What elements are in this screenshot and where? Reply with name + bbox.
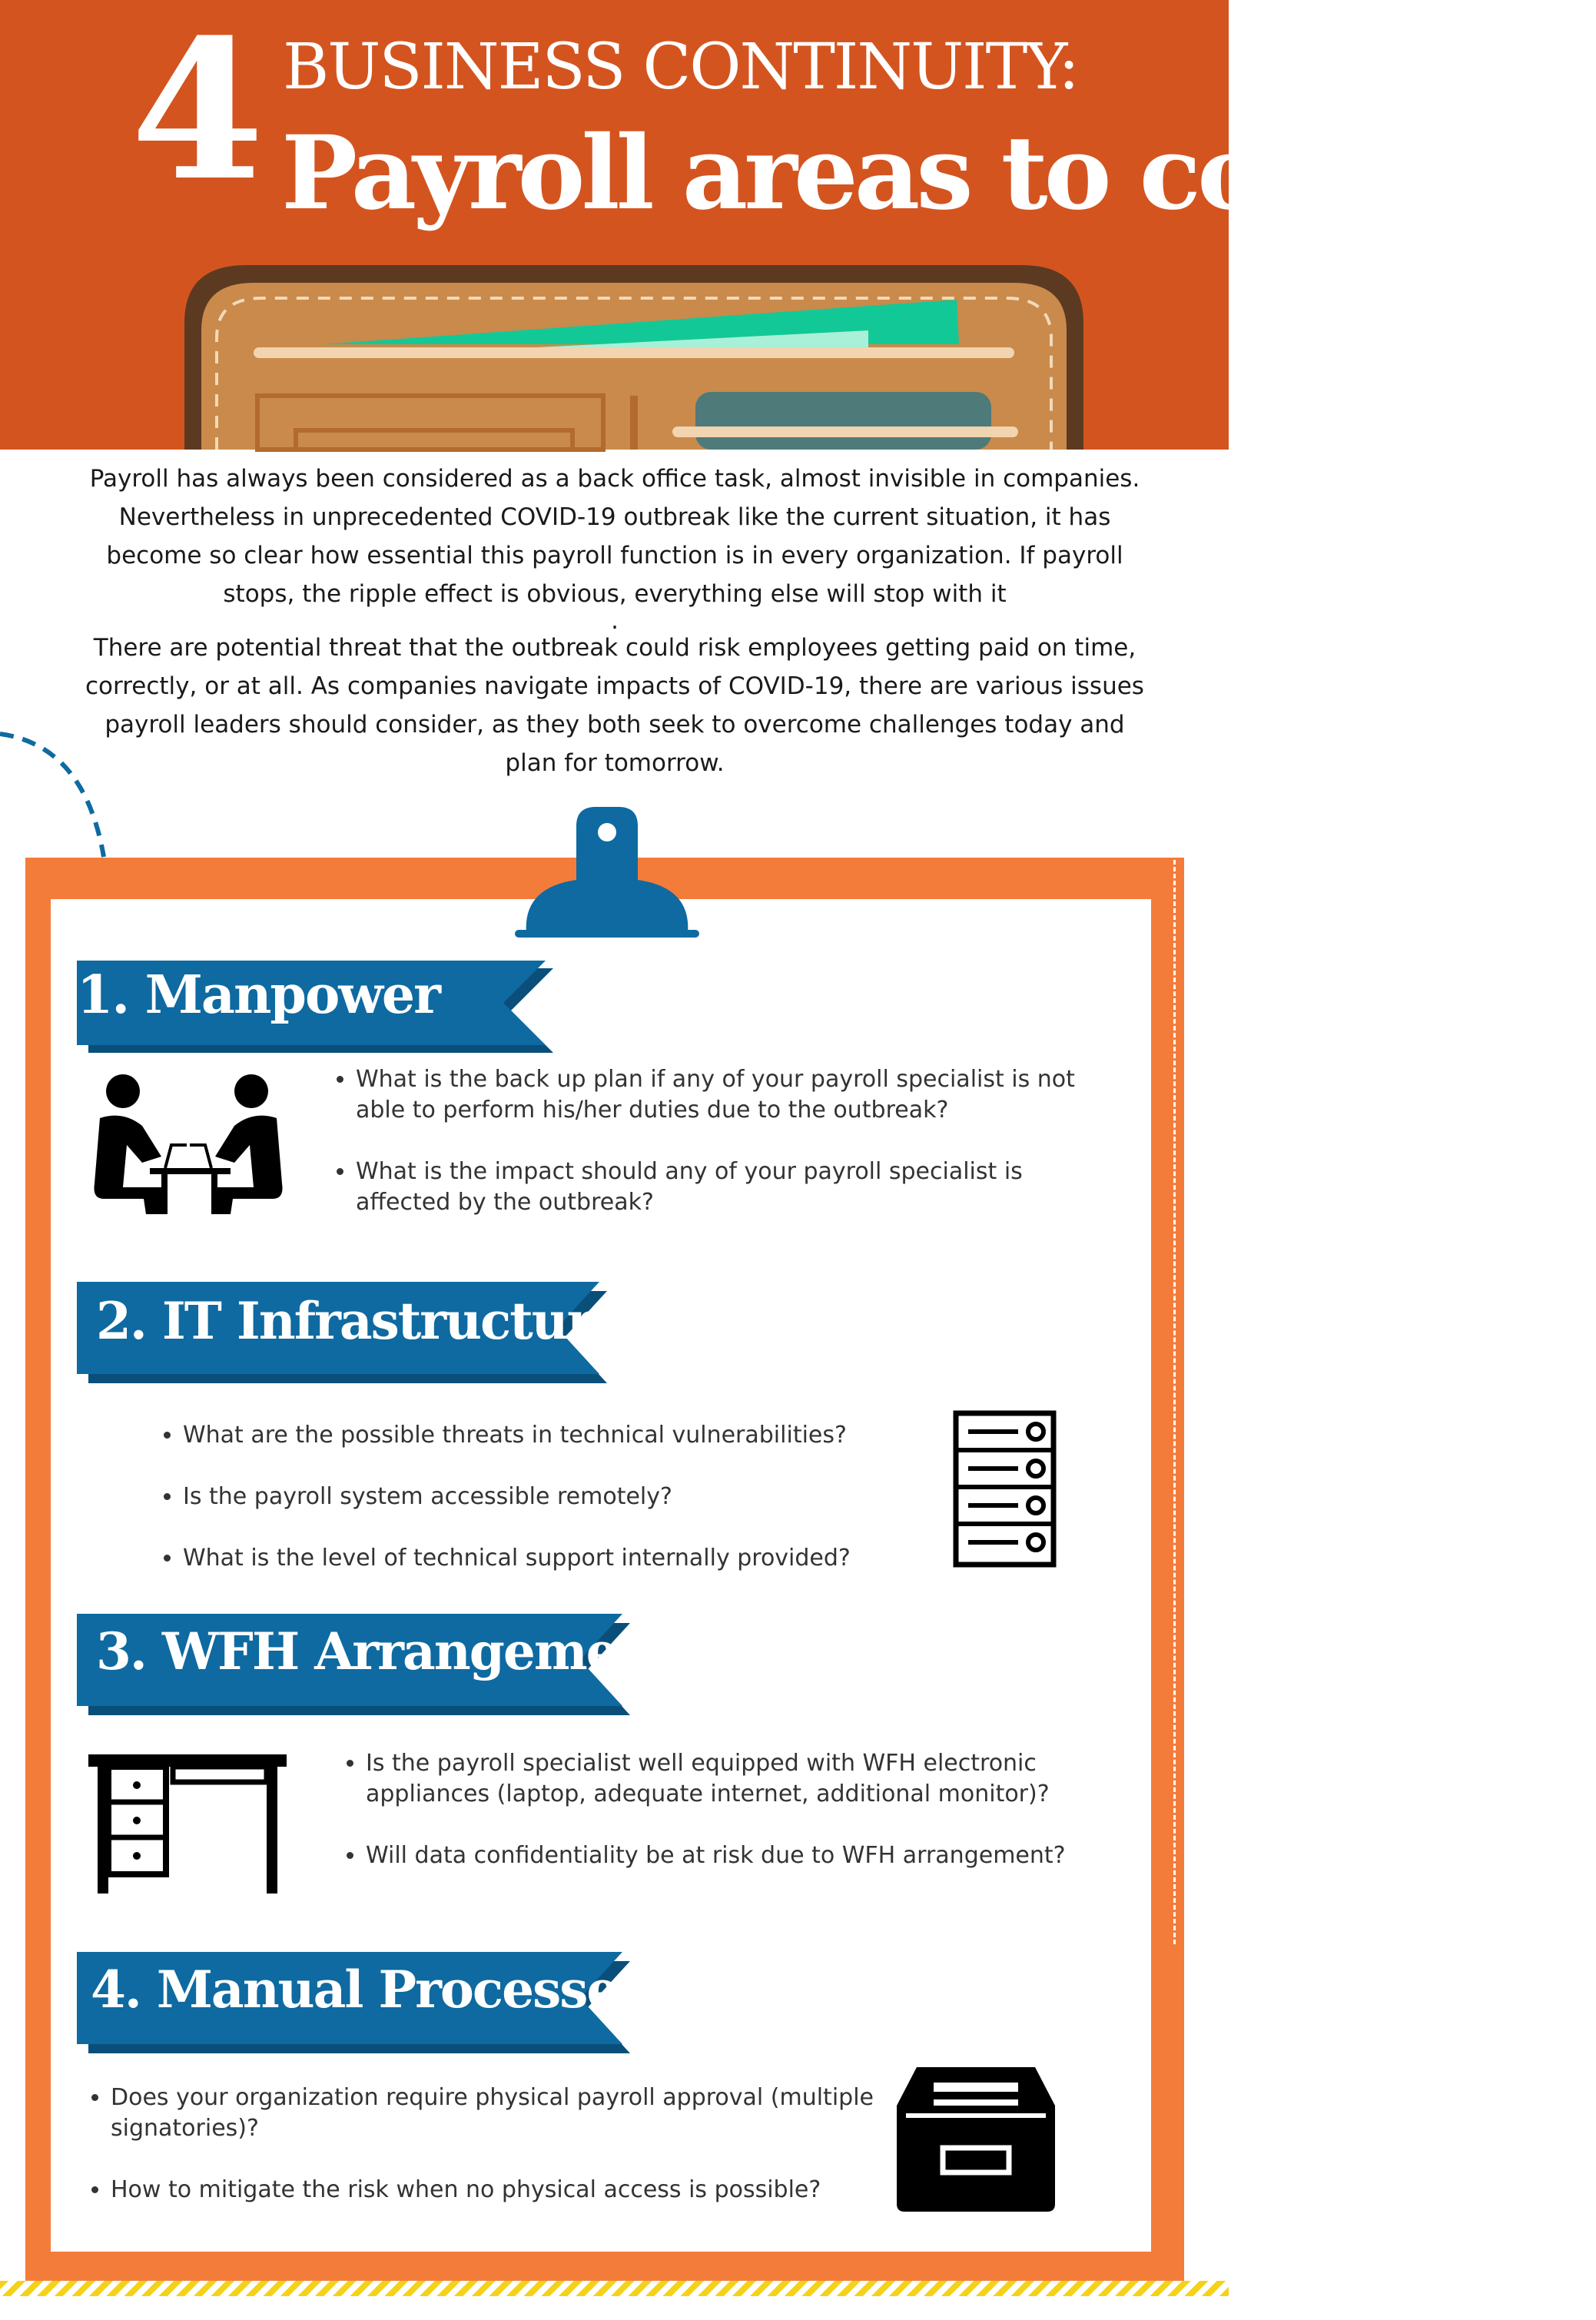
clipboard-clip-icon: [492, 803, 722, 938]
list-item: • Is the payroll specialist well equipped with WFH electronic appliances (laptop, adequate internet, additional monitor)?: [366, 1748, 1134, 1810]
header-title-bottom: Payroll areas to consider: [281, 114, 1596, 233]
wallet-icon: [0, 254, 1229, 450]
intro-text: [77, 460, 1153, 782]
list-item: • Does your organization require physical payroll approval (multiple signatories)?: [111, 2083, 879, 2144]
manpower-bullet-list: [327, 1064, 1124, 1218]
intro-paragraph-2: There are potential threat that the outbreak could risk employees getting paid on time, correctly, or at all. As companies navigate impacts of COVID-19, there are various issues payroll leaders should consider, as they both seek to overcome challenges today and plan for tomorrow.: [85, 634, 1144, 777]
server-icon: [953, 1410, 1057, 1568]
list-item: • Will data confidentiality be at risk due to WFH arrangement?: [366, 1840, 1134, 1871]
bottom-stripe-decoration: [0, 2281, 1229, 2296]
section-title-wfh-arrangement: 3. WFH Arrangement: [96, 1621, 675, 1681]
header-number: 4: [131, 0, 264, 223]
desk-icon: [88, 1754, 288, 1897]
list-item: • What is the back up plan if any of your payroll specialist is not able to perform his/her duties due to the outbreak?: [356, 1064, 1124, 1126]
it-infrastructure-bullet-list: [154, 1420, 951, 1574]
people-meeting-icon: [88, 1072, 292, 1218]
list-item: • How to mitigate the risk when no physical access is possible?: [111, 2175, 879, 2205]
list-item: • What is the level of technical support internally provided?: [183, 1543, 951, 1574]
dashed-arc-decoration: [0, 722, 154, 868]
list-item: • What are the possible threats in technical vulnerabilities?: [183, 1420, 951, 1451]
manual-processes-bullet-list: [81, 2083, 879, 2205]
wfh-arrangement-bullet-list: [337, 1748, 1134, 1871]
section-title-it-infrastructure: 2. IT Infrastructure: [96, 1291, 623, 1351]
file-cabinet-icon: [895, 2067, 1057, 2213]
section-title-manpower: 1. Manpower: [77, 964, 440, 1026]
intro-paragraph-dot: .: [611, 607, 619, 635]
dashed-edge-decoration: [1173, 853, 1176, 1944]
list-item: • Is the payroll system accessible remotely?: [183, 1482, 951, 1512]
section-title-manual-processes: 4. Manual Processes: [91, 1960, 645, 2020]
header-banner: [0, 0, 1596, 450]
intro-paragraph-1: Payroll has always been considered as a back office task, almost invisible in companies. Nevertheless in unprecedented COVID-19 outbreak like the current situation, it has become so clear how essential this payroll function is in every organization. If payroll stops, the ripple effect is obvious, everything else will stop with it: [89, 465, 1140, 608]
list-item: • What is the impact should any of your payroll specialist is affected by the outbreak?: [356, 1157, 1124, 1218]
header-title-top: BUSINESS CONTINUITY:: [283, 31, 1078, 104]
